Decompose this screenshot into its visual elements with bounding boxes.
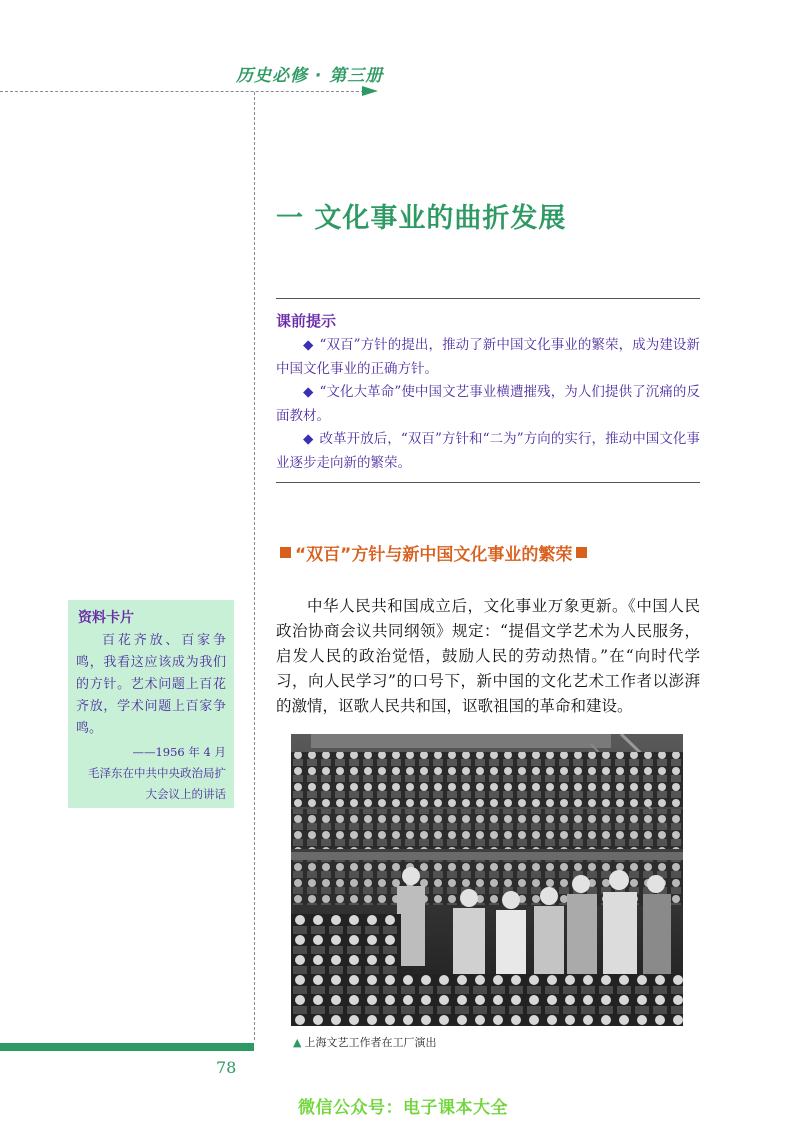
card-title: 资料卡片 — [78, 610, 134, 626]
watermark-text: 微信公众号：电子课本大全 — [298, 1098, 508, 1118]
section-heading — [276, 540, 591, 565]
performance-photo — [291, 734, 683, 1026]
photo-caption: ▲ 上海文艺工作者在工厂演出 — [293, 1036, 437, 1049]
preview-item: ◆ 改革开放后，“双百”方针和“二为”方向的实行，推动中国文化事业逐步走向新的繁荣。 — [276, 431, 700, 471]
preview-bottom-rule — [276, 482, 700, 483]
preview-item: ◆ “双百”方针的提出，推动了新中国文化事业的繁荣，成为建设新中国文化事业的正确方针。 — [276, 337, 700, 377]
body-paragraph: 中华人民共和国成立后，文化事业万象更新。《中国人民政治协商会议共同纲领》规定：“提倡文学艺术为人民服务，启发人民的政治觉悟，鼓励人民的劳动热情。”在“向时代学习，向人民学习”的口号下，新中国的文化艺术工作者以澎湃的激情，讴歌人民共和国，讴歌祖国的革命和建设。 — [276, 597, 700, 715]
card-source-line: 毛泽东在中共中央政治局扩 — [88, 766, 226, 780]
card-source — [88, 742, 226, 805]
header-dashed-rule — [0, 91, 364, 92]
card-quote: 百花齐放、百家争鸣，我看这应该成为我们的方针。艺术问题上百花齐放，学术问题上百家争鸣。 — [76, 633, 226, 736]
diamond-bullet-icon: ◆ — [303, 337, 314, 353]
section-title: “双百”方针与新中国文化事业的繁荣 — [295, 545, 573, 565]
running-header: 历史必修 · 第三册 — [236, 66, 384, 86]
square-marker-icon — [280, 547, 291, 558]
preview-title: 课前提示 — [276, 312, 337, 330]
info-card — [68, 600, 234, 808]
diamond-bullet-icon: ◆ — [303, 431, 314, 447]
preview-top-rule — [276, 298, 700, 299]
chapter-title: 一 文化事业的曲折发展 — [276, 203, 567, 234]
card-source-date: ——1956 年 4 月 — [132, 745, 226, 759]
margin-dashed-rule — [254, 92, 255, 1040]
header-arrow-icon — [362, 86, 378, 96]
triangle-marker-icon: ▲ — [293, 1036, 302, 1049]
diamond-bullet-icon: ◆ — [303, 384, 314, 400]
preview-item: ◆ “文化大革命”使中国文艺事业横遭摧残，为人们提供了沉痛的反面教材。 — [276, 384, 700, 424]
preview-list — [276, 334, 700, 475]
square-marker-icon — [576, 547, 587, 558]
page-number: 78 — [216, 1058, 237, 1077]
footer-bar — [0, 1043, 254, 1051]
card-source-line: 大会议上的讲话 — [145, 787, 226, 801]
